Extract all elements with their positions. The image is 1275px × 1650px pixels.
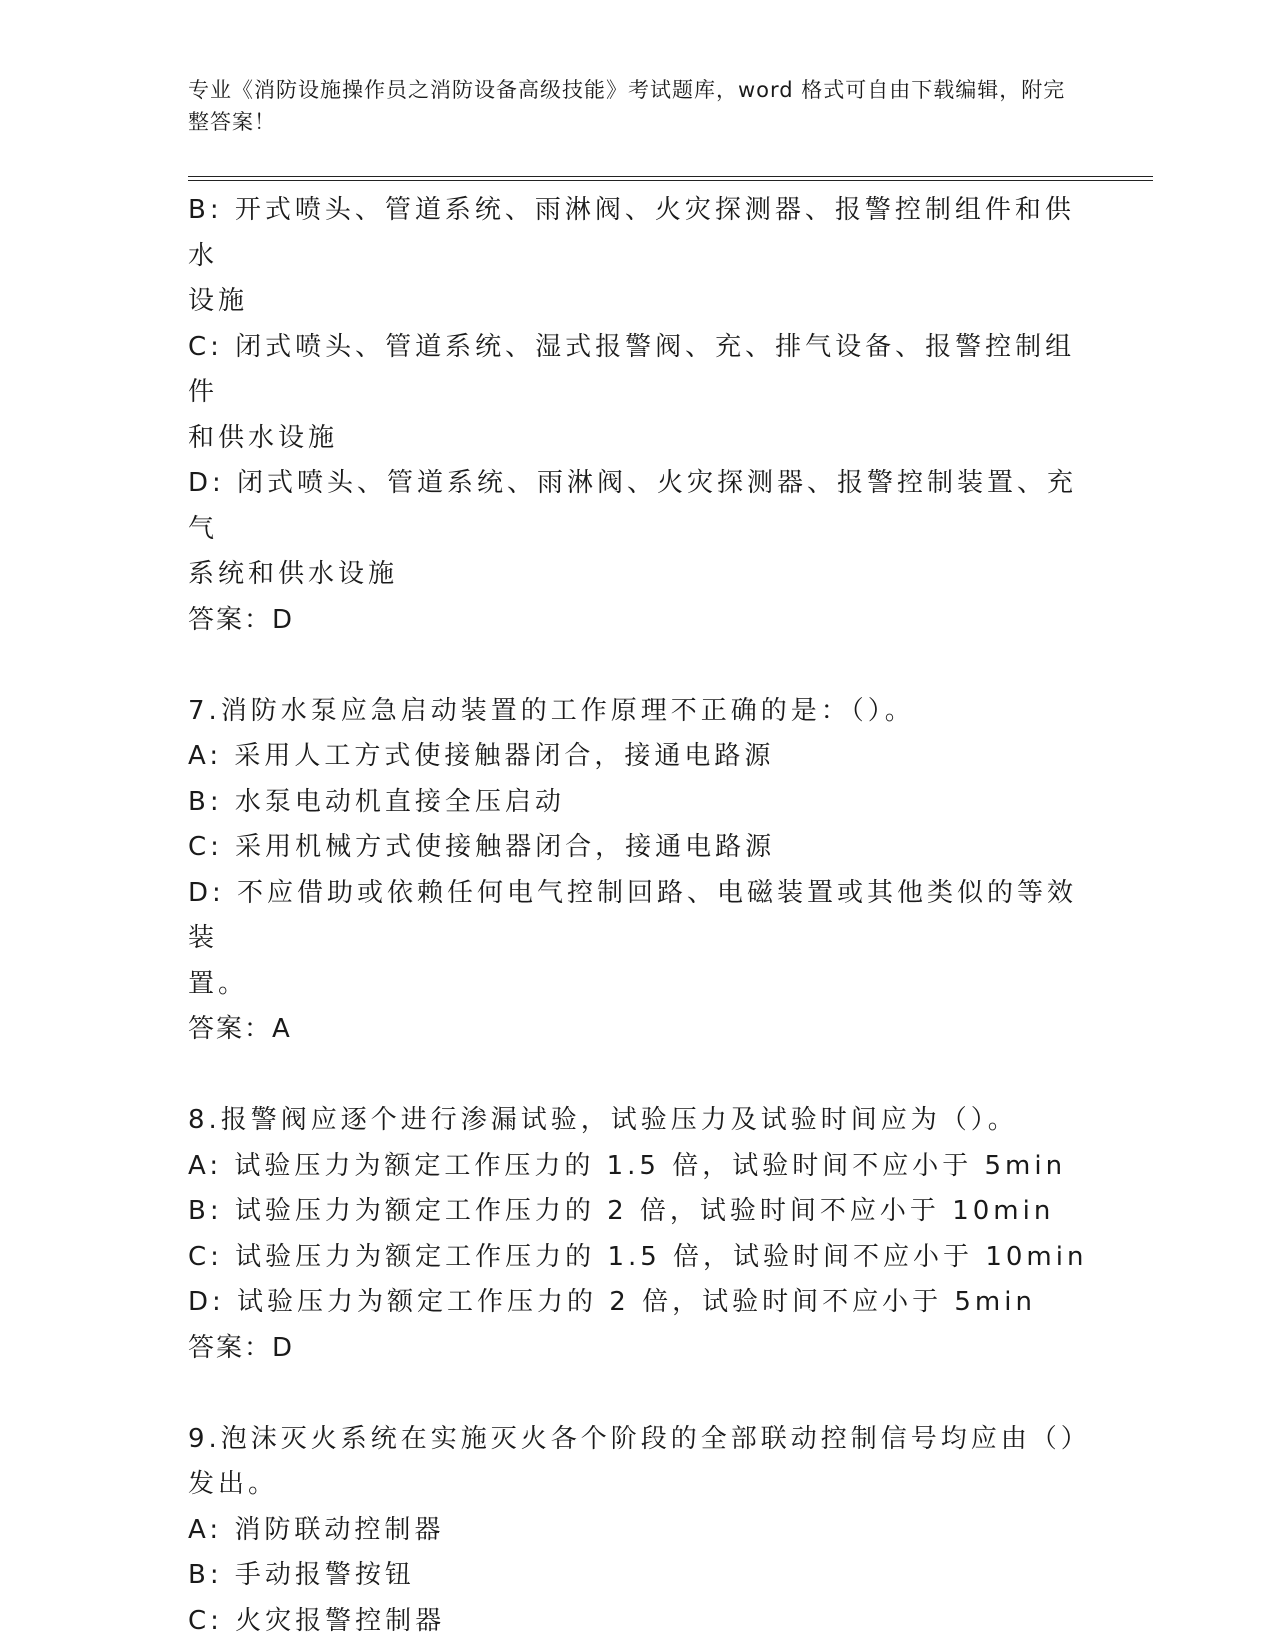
q8-answer: 答案：D bbox=[188, 1332, 295, 1363]
q7-option-d-line2: 置。 bbox=[188, 968, 249, 999]
q7-option-c: C: 采用机械方式使接触器闭合，接通电路源 bbox=[188, 832, 776, 862]
q9-question-line1: 9.泡沫灭火系统在实施灭火各个阶段的全部联动控制信号均应由（） bbox=[188, 1423, 1091, 1454]
q9-question-line2: 发出。 bbox=[188, 1469, 279, 1499]
spacer bbox=[188, 1371, 1088, 1417]
q7-option-d-line1: D: 不应借助或依赖任何电气控制回路、电磁装置或其他类似的等效装 bbox=[188, 877, 1078, 953]
q8-option-b: B: 试验压力为额定工作压力的 2 倍，试验时间不应小于 10min bbox=[188, 1196, 1055, 1226]
question-9 bbox=[188, 1417, 1091, 1645]
question-8 bbox=[188, 1098, 1088, 1371]
q7-option-a: A: 采用人工方式使接触器闭合，接通电路源 bbox=[188, 741, 775, 771]
q8-question: 8.报警阀应逐个进行渗漏试验，试验压力及试验时间应为（）。 bbox=[188, 1105, 1018, 1135]
q9-option-c: C: 火灾报警控制器 bbox=[188, 1605, 446, 1636]
q7-answer: 答案：A bbox=[188, 1014, 292, 1044]
q8-option-c: C: 试验压力为额定工作压力的 1.5 倍，试验时间不应小于 10min bbox=[188, 1241, 1088, 1272]
document-body bbox=[188, 188, 1091, 1644]
q6-option-b-line1: B: 开式喷头、管道系统、雨淋阀、火灾探测器、报警控制组件和供水 bbox=[188, 195, 1075, 271]
q6-answer: 答案：D bbox=[188, 604, 295, 635]
q6-option-b-line2: 设施 bbox=[188, 286, 249, 316]
q6-option-d-line1: D: 闭式喷头、管道系统、雨淋阀、火灾探测器、报警控制装置、充气 bbox=[188, 468, 1078, 544]
spacer bbox=[188, 643, 1088, 689]
q8-option-d: D: 试验压力为额定工作压力的 2 倍，试验时间不应小于 5min bbox=[188, 1287, 1036, 1317]
q6-option-c-line2: 和供水设施 bbox=[188, 422, 339, 453]
header-text: 专业《消防设施操作员之消防设备高级技能》考试题库，word 格式可自由下载编辑，附完整答案！ bbox=[188, 78, 1066, 134]
q7-question: 7.消防水泵应急启动装置的工作原理不正确的是：（）。 bbox=[188, 695, 915, 726]
page-header bbox=[188, 74, 1068, 138]
q6-option-d-line2: 系统和供水设施 bbox=[188, 559, 399, 589]
question-6-continued bbox=[188, 188, 1088, 643]
q9-option-b: B: 手动报警按钮 bbox=[188, 1560, 415, 1590]
question-7 bbox=[188, 689, 1088, 1053]
q7-option-b: B: 水泵电动机直接全压启动 bbox=[188, 786, 565, 817]
q9-option-a: A: 消防联动控制器 bbox=[188, 1514, 445, 1545]
q8-option-a: A: 试验压力为额定工作压力的 1.5 倍，试验时间不应小于 5min bbox=[188, 1150, 1067, 1181]
header-double-rule bbox=[188, 176, 1153, 181]
q6-option-c-line1: C: 闭式喷头、管道系统、湿式报警阀、充、排气设备、报警控制组件 bbox=[188, 331, 1076, 407]
spacer bbox=[188, 1053, 1088, 1099]
